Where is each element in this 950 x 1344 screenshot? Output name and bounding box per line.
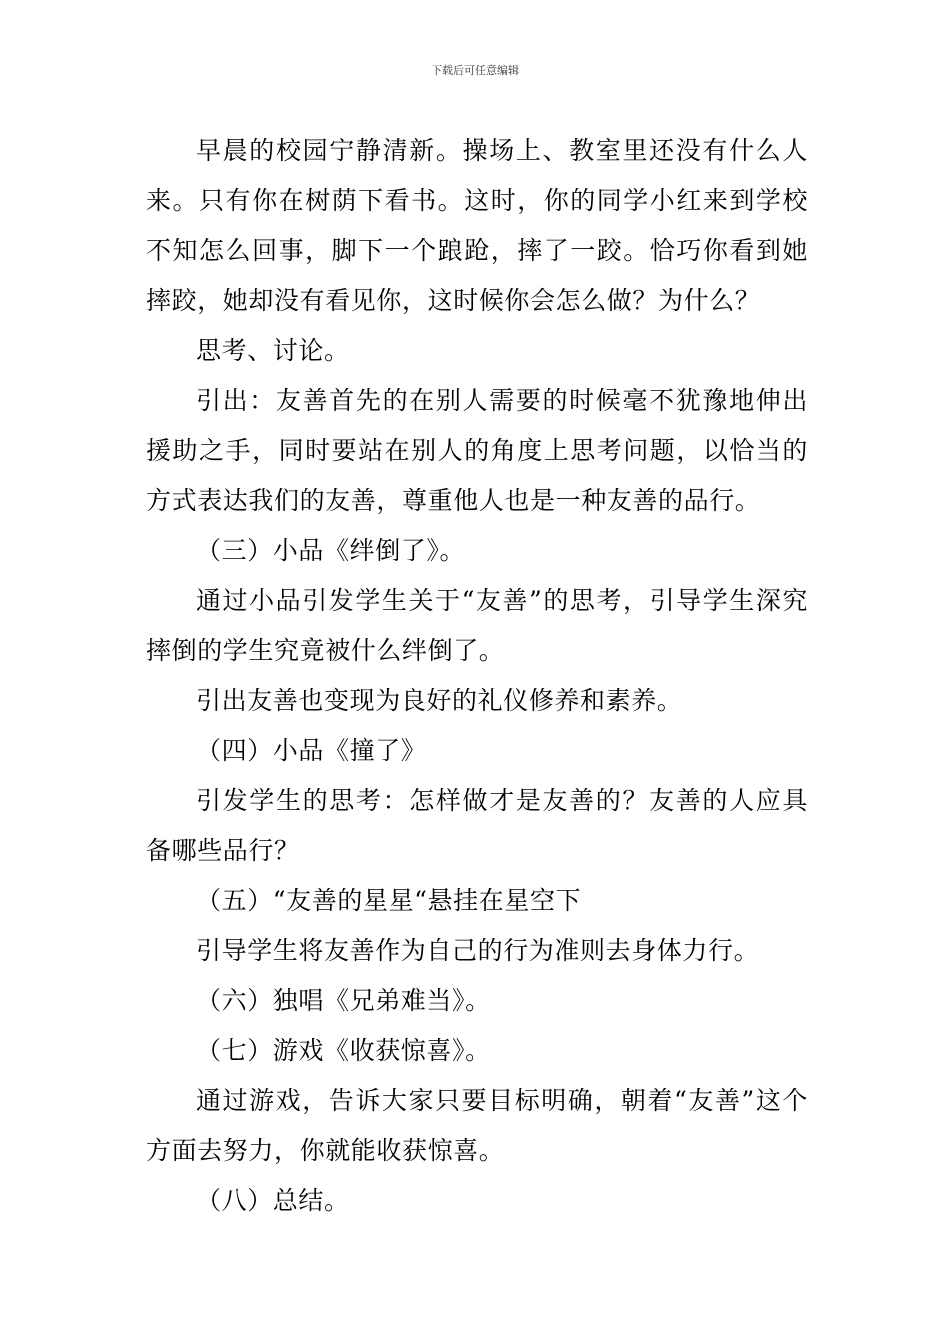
paragraph-game: 通过游戏，告诉大家只要目标明确，朝着“友善”这个方面去努力，你就能收获惊喜。 (146, 1086, 808, 1165)
document-body (146, 126, 808, 1226)
paragraph-conclusion-2: 引出友善也变现为良好的礼仪修养和素养。 (196, 686, 683, 715)
section-heading-5: （五）“友善的星星“悬挂在星空下 (196, 886, 582, 915)
page-header: 下载后可任意编辑 (431, 64, 519, 77)
section-heading-6: （六）独唱《兄弟难当》。 (196, 986, 491, 1015)
paragraph-skit-2: 引发学生的思考：怎样做才是友善的？友善的人应具备哪些品行？ (146, 786, 808, 865)
section-heading-3: （三）小品《绊倒了》。 (196, 536, 466, 565)
paragraph-stars: 引导学生将友善作为自己的行为准则去身体力行。 (196, 936, 760, 965)
section-heading-4: （四）小品《撞了》 (196, 736, 427, 765)
section-heading-8: （八）总结。 (196, 1186, 350, 1215)
paragraph-discuss: 思考、讨论。 (196, 336, 350, 365)
section-heading-7: （七）游戏《收获惊喜》。 (196, 1036, 491, 1065)
paragraph-conclusion-1: 引出：友善首先的在别人需要的时候毫不犹豫地伸出援助之手，同时要站在别人的角度上思考问题，以恰当的方式表达我们的友善，尊重他人也是一种友善的品行。 (146, 386, 808, 515)
paragraph-skit-1: 通过小品引发学生关于“友善”的思考，引导学生深究摔倒的学生究竟被什么绊倒了。 (146, 586, 808, 665)
paragraph-scenario: 早晨的校园宁静清新。操场上、教室里还没有什么人来。只有你在树荫下看书。这时，你的同学小红来到学校不知怎么回事，脚下一个踉跄，摔了一跤。恰巧你看到她摔跤，她却没有看见你，这时候你会怎么做？为什么？ (146, 136, 808, 315)
